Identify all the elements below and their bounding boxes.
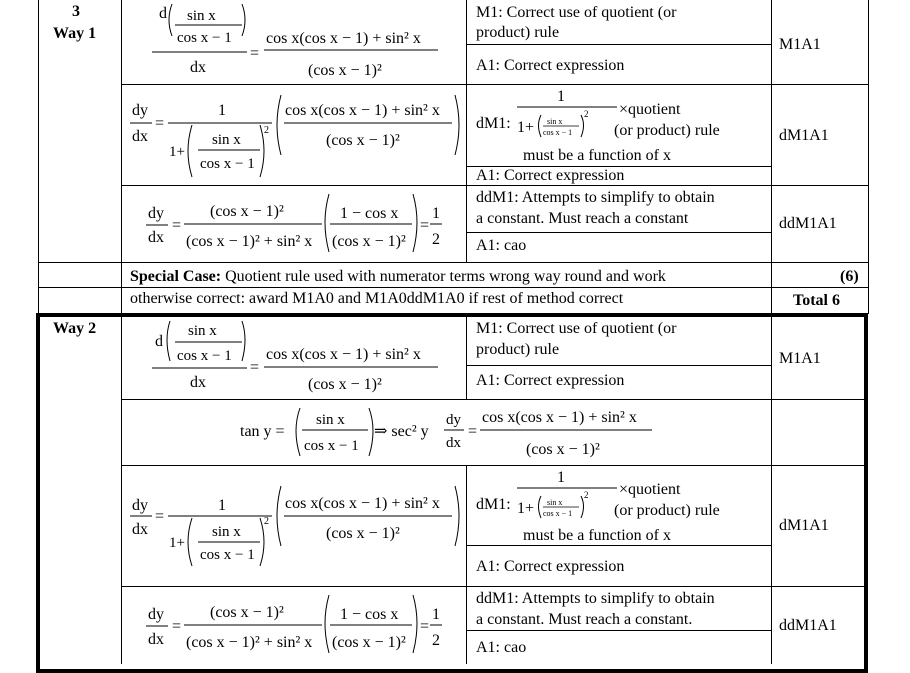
math-eq: = — [172, 618, 182, 635]
math-cos-sq: (cos x − 1)² — [332, 634, 406, 651]
math-dx: dx — [190, 59, 206, 76]
mark: ddM1A1 — [779, 215, 837, 232]
special-case-line2: otherwise correct: award M1A0 and M1A0ddM1A0 if rest of method correct — [130, 290, 624, 307]
math-dx: dx — [190, 374, 206, 391]
note: product) rule — [476, 341, 560, 358]
note: ddM1: Attempts to simplify to obtain — [476, 189, 715, 206]
total: Total 6 — [793, 292, 840, 309]
math-dy: dy — [132, 497, 148, 514]
math-num-quot: cos x(cos x − 1) + sin² x — [266, 30, 421, 47]
math-num-quot: cos x(cos x − 1) + sin² x — [266, 346, 421, 363]
grid-line — [38, 287, 869, 288]
math-dx: dx — [132, 128, 148, 145]
svg-text:2: 2 — [584, 109, 589, 119]
math-eq: = — [420, 618, 430, 635]
math-den-quot: (cos x − 1)² — [326, 525, 400, 542]
way2-row2-expression — [230, 400, 670, 464]
math-tany: tan y = — [240, 423, 285, 440]
grid-line — [868, 0, 869, 314]
svg-text:2: 2 — [584, 490, 589, 500]
math-cosx1: cos x − 1 — [177, 348, 232, 364]
grid-line — [771, 0, 772, 314]
mark: dM1A1 — [779, 127, 829, 144]
math-den-simp: (cos x − 1)² + sin² x — [186, 634, 313, 651]
math-cosx1: cos x − 1 — [304, 438, 359, 454]
note-one: 1 — [557, 469, 565, 486]
special-case-text: Quotient rule used with numerator terms wrong way round and work — [221, 268, 666, 285]
math-eq: = — [420, 217, 430, 234]
note: ddM1: Attempts to simplify to obtain — [476, 590, 715, 607]
math-eq: = — [468, 423, 478, 440]
grid-line — [121, 262, 122, 314]
grid-line — [466, 44, 771, 45]
math-den-simp: (cos x − 1)² + sin² x — [186, 233, 313, 250]
mark: M1A1 — [779, 36, 821, 53]
way2-row3-expression — [122, 466, 466, 586]
note: A1: Correct expression — [476, 558, 625, 575]
grid-line — [771, 317, 772, 664]
math-num-quot: cos x(cos x − 1) + sin² x — [482, 409, 637, 426]
note-one-plus: 1+ — [517, 119, 535, 136]
math-den-quot: (cos x − 1)² — [308, 376, 382, 393]
grid-line — [466, 232, 771, 233]
math-dx: dx — [132, 521, 148, 538]
math-eq: = — [250, 359, 260, 376]
math-cos-sq: (cos x − 1)² — [210, 604, 284, 621]
math-cosx1: cos x − 1 — [200, 156, 255, 172]
grid-line — [466, 317, 467, 399]
grid-line — [466, 630, 771, 631]
math-dy: dy — [148, 606, 164, 623]
mark: M1A1 — [779, 350, 821, 367]
special-case-bold: Special Case: — [130, 268, 222, 285]
note: must be a function of x — [523, 147, 671, 164]
math-sinx: sin x — [188, 323, 217, 339]
way1-row3-expression — [122, 186, 466, 262]
note: must be a function of x — [523, 527, 671, 544]
math-one-minus-cos: 1 − cos x — [340, 606, 399, 623]
note: A1: Correct expression — [476, 57, 625, 74]
way1-row2-expression — [122, 85, 466, 185]
mark: dM1A1 — [779, 517, 829, 534]
note: A1: Correct expression — [476, 167, 625, 184]
note: M1: Correct use of quotient (or — [476, 4, 677, 21]
math-den-quot: (cos x − 1)² — [526, 441, 600, 458]
math-cos-sq: (cos x − 1)² — [210, 203, 284, 220]
note: (or product) rule — [614, 122, 720, 139]
svg-text:2: 2 — [264, 125, 269, 136]
note-sinx: sin x — [547, 498, 563, 507]
math-half-num: 1 — [432, 606, 440, 623]
math-sinx: sin x — [187, 8, 216, 24]
math-eq: = — [172, 217, 182, 234]
math-implies-sec: ⇒ sec² y — [374, 423, 429, 440]
math-cosx1: cos x − 1 — [200, 547, 255, 563]
note: product) rule — [476, 24, 560, 41]
math-d: d — [155, 333, 163, 350]
math-sinx: sin x — [212, 524, 241, 540]
math-one-plus: 1+ — [169, 535, 185, 551]
math-num-quot: cos x(cos x − 1) + sin² x — [285, 495, 440, 512]
math-num-quot: cos x(cos x − 1) + sin² x — [285, 102, 440, 119]
note: ×quotient — [619, 481, 681, 498]
math-eq: = — [250, 45, 260, 62]
note-one: 1 — [557, 88, 565, 105]
math-cos-sq: (cos x − 1)² — [332, 233, 406, 250]
note: A1: Correct expression — [476, 372, 625, 389]
way2-row1-expression — [122, 317, 466, 399]
math-dy: dy — [132, 102, 148, 119]
math-dy: dy — [446, 412, 461, 428]
math-eq: = — [155, 508, 165, 525]
way2-row4-expression — [122, 587, 466, 664]
way1-row1-expression — [122, 0, 466, 84]
note: dM1: — [476, 496, 511, 513]
math-dx: dx — [446, 435, 461, 451]
math-one-minus-cos: 1 − cos x — [340, 205, 399, 222]
way2-label: Way 2 — [53, 320, 97, 337]
math-den-quot: (cos x − 1)² — [308, 62, 382, 79]
note-cosx1: cos x − 1 — [543, 128, 573, 137]
note-cosx1: cos x − 1 — [543, 509, 573, 518]
math-one: 1 — [218, 102, 226, 119]
note-sinx: sin x — [547, 117, 563, 126]
note: a constant. Must reach a constant. — [476, 611, 693, 628]
math-dx: dx — [148, 229, 164, 246]
svg-text:2: 2 — [264, 516, 269, 527]
math-one: 1 — [218, 497, 226, 514]
note-one-plus: 1+ — [517, 500, 535, 517]
math-dy: dy — [148, 205, 164, 222]
math-den-quot: (cos x − 1)² — [326, 132, 400, 149]
math-half-den: 2 — [432, 231, 440, 248]
math-sinx: sin x — [316, 412, 345, 428]
math-half-num: 1 — [432, 205, 440, 222]
grid-line — [38, 0, 39, 314]
question-number: 3 — [72, 3, 80, 20]
math-one-plus: 1+ — [169, 144, 185, 160]
note: dM1: — [476, 115, 511, 132]
marks-total: (6) — [840, 268, 859, 285]
note: A1: cao — [476, 237, 527, 254]
grid-line — [466, 365, 771, 366]
math-d: d — [159, 5, 167, 22]
math-cosx1: cos x − 1 — [177, 30, 232, 46]
special-case-line1 — [130, 268, 666, 286]
note: ×quotient — [619, 101, 681, 118]
math-half-den: 2 — [432, 632, 440, 649]
note: A1: cao — [476, 639, 527, 656]
way1-label: Way 1 — [53, 25, 97, 42]
math-sinx: sin x — [212, 132, 241, 148]
grid-line — [38, 262, 869, 263]
math-eq: = — [155, 115, 165, 132]
math-dx: dx — [148, 631, 164, 648]
note: M1: Correct use of quotient (or — [476, 320, 677, 337]
note: (or product) rule — [614, 502, 720, 519]
note: a constant. Must reach a constant — [476, 210, 689, 227]
mark: ddM1A1 — [779, 617, 837, 634]
